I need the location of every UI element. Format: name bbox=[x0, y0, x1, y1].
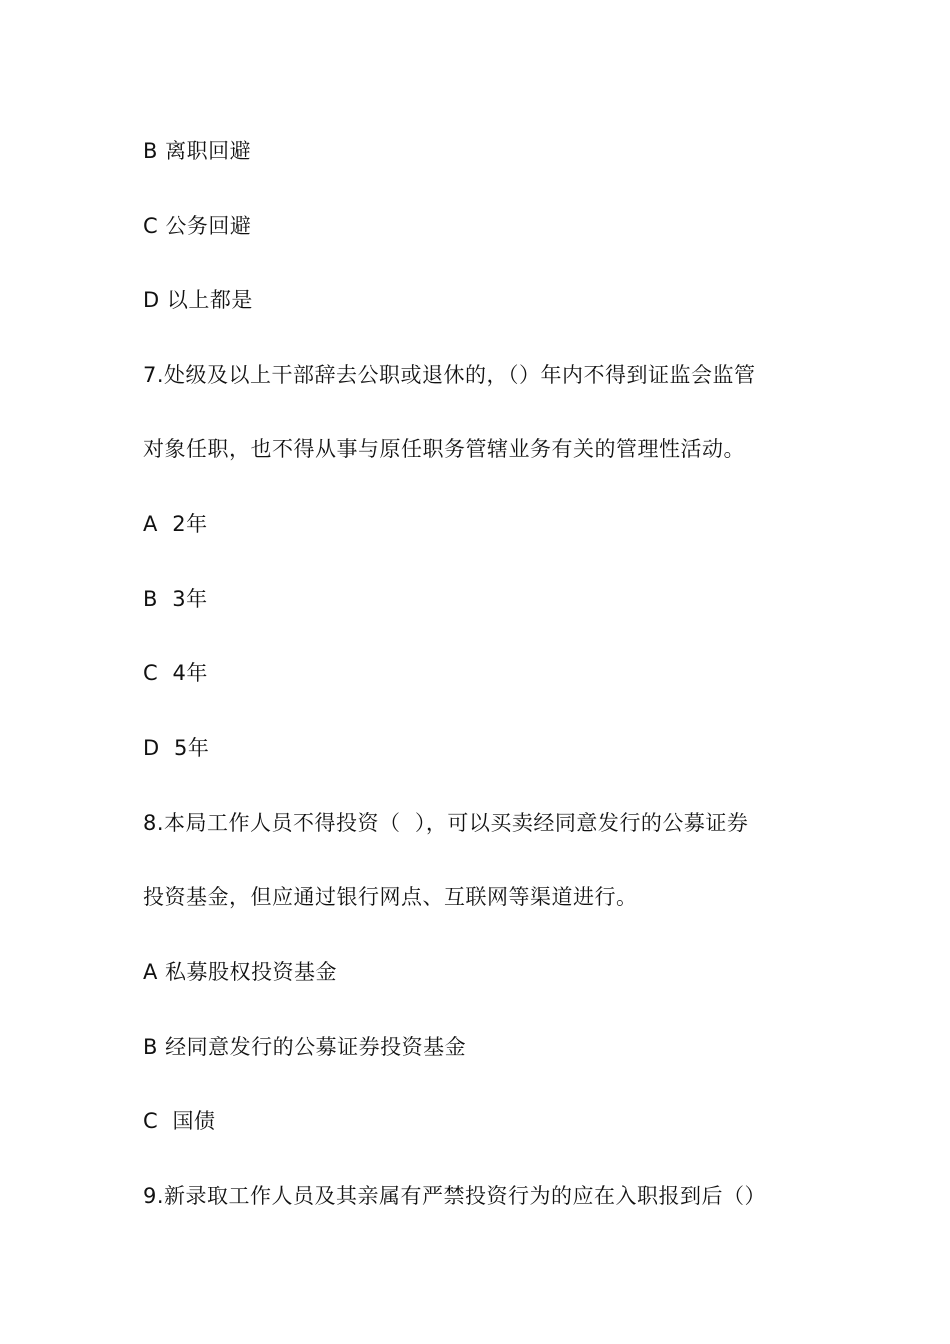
option-c-q8: C 国债 bbox=[143, 1109, 216, 1133]
option-b-q6: B 离职回避 bbox=[143, 139, 252, 163]
question-8-line-1: 8.本局工作人员不得投资（ ），可以买卖经同意发行的公募证券 bbox=[143, 811, 749, 835]
option-a-q8: A 私募股权投资基金 bbox=[143, 960, 338, 984]
option-c-q7: C 4年 bbox=[143, 661, 208, 685]
option-b-q8: B 经同意发行的公募证券投资基金 bbox=[143, 1035, 467, 1059]
question-7-line-2: 对象任职，也不得从事与原任职务管辖业务有关的管理性活动。 bbox=[143, 437, 745, 461]
question-8-line-2: 投资基金，但应通过银行网点、互联网等渠道进行。 bbox=[143, 885, 638, 909]
option-a-q7: A 2年 bbox=[143, 512, 208, 536]
question-9-line-1: 9.新录取工作人员及其亲属有严禁投资行为的应在入职报到后（） bbox=[143, 1184, 767, 1208]
option-c-q6: C 公务回避 bbox=[143, 214, 252, 238]
question-7-line-1: 7.处级及以上干部辞去公职或退休的，（）年内不得到证监会监管 bbox=[143, 363, 756, 387]
option-b-q7: B 3年 bbox=[143, 587, 208, 611]
option-d-q6: D 以上都是 bbox=[143, 288, 253, 312]
option-d-q7: D 5年 bbox=[143, 736, 210, 760]
